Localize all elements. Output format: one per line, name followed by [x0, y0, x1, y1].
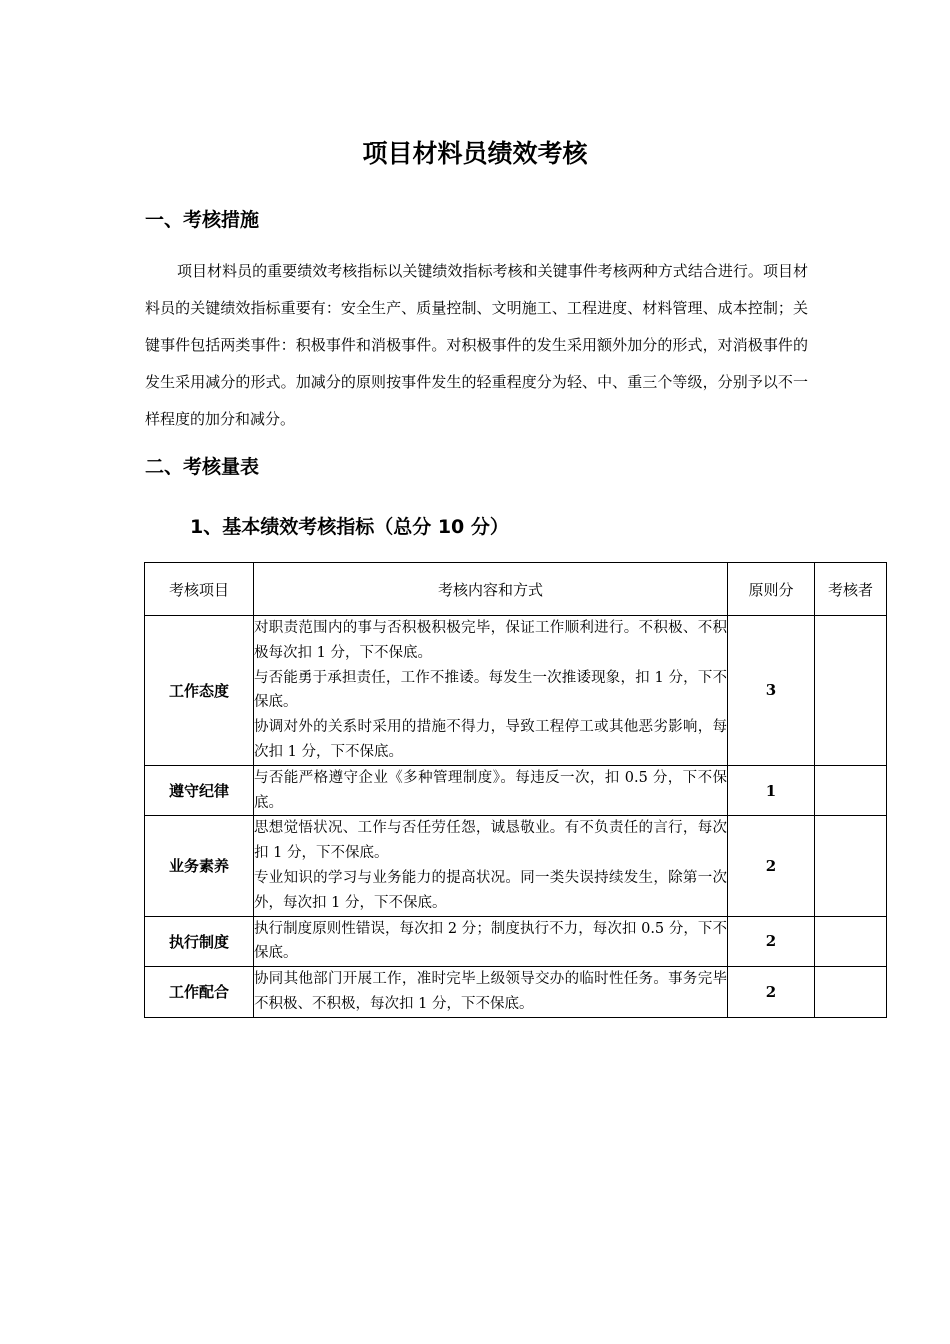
header-score: 原则分	[728, 563, 815, 616]
content-line: 与否能严格遵守企业《多种管理制度》。每违反一次，扣 0.5 分，下不保底。	[254, 769, 727, 811]
row-content	[254, 816, 728, 916]
header-assessor: 考核者	[815, 563, 887, 616]
row-content	[254, 765, 728, 816]
table-row	[145, 816, 887, 916]
section-heading-measures: 一、考核措施	[145, 209, 260, 231]
row-score: 1	[728, 765, 815, 816]
content-line: 与否能勇于承担责任，工作不推诿。每发生一次推诿现象，扣 1 分，下不保底。	[254, 669, 727, 711]
content-line: 协调对外的关系时采用的措施不得力，导致工程停工或其他恶劣影响，每次扣 1 分，下不保底。	[254, 719, 727, 760]
measures-paragraph: 项目材料员的重要绩效考核指标以关键绩效指标考核和关键事件考核两种方式结合进行。项目材料员的关键绩效指标重要有：安全生产、质量控制、文明施工、工程进度、材料管理、成本控制；关键事件包括两类事件：积极事件和消极事件。对积极事件的发生采用额外加分的形式，对消极事件的发生采用减分的形式。加减分的原则按事件发生的轻重程度分为轻、中、重三个等级，分别予以不一样程度的加分和减分。	[145, 262, 808, 428]
row-score: 2	[728, 967, 815, 1018]
row-score: 2	[728, 916, 815, 967]
row-content	[254, 967, 728, 1018]
row-item: 执行制度	[145, 916, 254, 967]
row-assessor	[815, 916, 887, 967]
content-line: 协同其他部门开展工作，准时完毕上级领导交办的临时性任务。事务完毕不积极、不积极，每次扣 1 分，下不保底。	[254, 971, 727, 1012]
row-item: 业务素养	[145, 816, 254, 916]
table-row	[145, 765, 887, 816]
row-item: 工作态度	[145, 616, 254, 766]
table-row	[145, 916, 887, 967]
row-assessor	[815, 816, 887, 916]
table-row	[145, 967, 887, 1018]
subsection-heading-basic-indicators: 1、基本绩效考核指标（总分 10 分）	[190, 516, 509, 538]
row-score: 3	[728, 616, 815, 766]
row-item: 遵守纪律	[145, 765, 254, 816]
content-line: 对职责范围内的事与否积极积极完毕，保证工作顺利进行。不积极、不积极每次扣 1 分，下不保底。	[254, 620, 727, 661]
row-assessor	[815, 616, 887, 766]
assessment-table	[144, 562, 887, 1018]
row-content	[254, 616, 728, 766]
row-assessor	[815, 765, 887, 816]
section-heading-scale: 二、考核量表	[145, 456, 260, 478]
content-line: 专业知识的学习与业务能力的提高状况。同一类失误持续发生，除第一次外，每次扣 1 分，下不保底。	[254, 869, 727, 911]
document-title: 项目材料员绩效考核	[362, 139, 588, 168]
row-item: 工作配合	[145, 967, 254, 1018]
header-item: 考核项目	[145, 563, 254, 616]
row-content	[254, 916, 728, 967]
table-header-row	[145, 563, 887, 616]
table-row	[145, 616, 887, 766]
row-assessor	[815, 967, 887, 1018]
header-content: 考核内容和方式	[254, 563, 728, 616]
row-score: 2	[728, 816, 815, 916]
content-line: 思想觉悟状况、工作与否任劳任怨，诚恳敬业。有不负责任的言行，每次扣 1 分，下不保底。	[254, 820, 727, 862]
content-line: 执行制度原则性错误，每次扣 2 分；制度执行不力，每次扣 0.5 分，下不保底。	[254, 920, 727, 962]
